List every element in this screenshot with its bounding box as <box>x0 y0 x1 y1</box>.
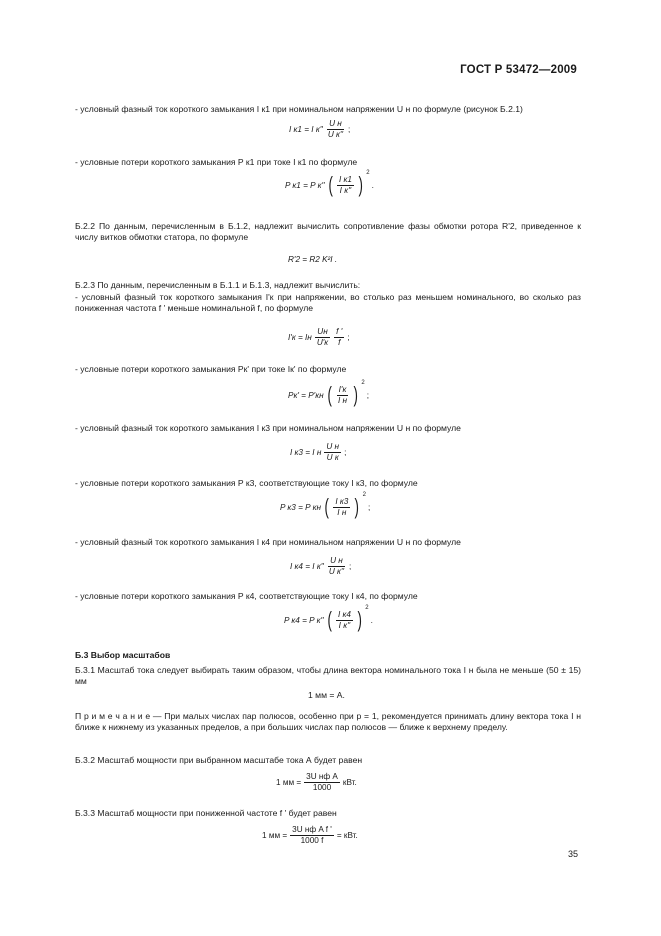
fraction-numerator: U н <box>329 119 342 128</box>
formula-tail: кВт. <box>342 778 357 787</box>
doc-header-code: ГОСТ Р 53472—2009 <box>460 64 577 76</box>
formula-power-scale <box>276 772 357 793</box>
formula-tail: ; <box>366 390 369 400</box>
formula-pk-prime <box>288 380 369 407</box>
fraction-denominator: 1000 <box>312 783 332 792</box>
right-paren: ) <box>353 382 358 407</box>
fraction-denominator: I к'' <box>338 620 351 630</box>
fraction-denominator: 1000 f <box>300 836 324 845</box>
left-paren: ( <box>327 607 332 632</box>
formula-pk3 <box>280 492 371 519</box>
formula-lhs: P к4 = P к'' <box>284 615 324 625</box>
left-paren: ( <box>327 382 332 407</box>
formula-fraction <box>290 825 334 846</box>
fraction-numerator: I к4 <box>337 609 351 619</box>
exponent: 2 <box>366 170 370 176</box>
fraction-numerator: 3U нф A <box>306 772 338 781</box>
para-b223-item: - условный фазный ток короткого замыкания I'к при напряжении, во столько раз меньшем номинального, во сколько раз пониженная частота f ' меньше номинальной f, по формуле <box>75 292 581 314</box>
formula-lhs: I к3 = I н <box>290 448 322 457</box>
fraction-denominator: I н <box>337 395 348 405</box>
fraction-denominator: U к'' <box>328 567 345 576</box>
fraction-numerator: U н <box>326 442 340 451</box>
formula-fraction <box>327 556 346 577</box>
formula-lhs: I'к = Iн <box>288 333 312 342</box>
left-paren: ( <box>328 172 333 197</box>
fraction-denominator: I к'' <box>339 185 352 195</box>
formula-fraction <box>324 442 341 463</box>
fraction-numerator: I'к <box>338 384 347 394</box>
formula-fraction <box>304 772 340 793</box>
right-paren: ) <box>358 172 363 197</box>
para-b223: Б.2.3 По данным, перечисленным в Б.1.1 и Б.1.3, надлежит вычислить: <box>75 280 361 290</box>
formula-ik4 <box>290 556 351 577</box>
formula-fraction-2 <box>334 327 344 348</box>
right-paren: ) <box>357 607 362 632</box>
formula-fraction <box>336 610 353 631</box>
item-ik1-text: - условный фазный ток короткого замыкания I к1 при номинальном напряжении U н по формуле (рисунок Б.2.1) <box>75 104 523 114</box>
fraction-denominator: U к'' <box>327 130 344 139</box>
left-paren: ( <box>324 494 329 519</box>
formula-tail: . <box>371 180 374 190</box>
formula-ik3 <box>290 442 346 463</box>
formula-tail: . <box>370 615 373 625</box>
fraction-numerator: 3U нф A f ' <box>292 825 332 834</box>
section-title-b3: Б.3 Выбор масштабов <box>75 650 171 660</box>
formula-lhs: Pк' = P'кн <box>288 390 324 400</box>
item-pk-prime-text: - условные потери короткого замыкания Pк' при токе Iк' по формуле <box>75 364 347 374</box>
para-b332: Б.3.2 Масштаб мощности при выбранном масштабе тока А будет равен <box>75 755 363 765</box>
item-pk1-text: - условные потери короткого замыкания P к1 при токе I к1 по формуле <box>75 157 358 167</box>
formula-fraction <box>336 385 349 406</box>
formula-tail: ; <box>344 448 347 457</box>
fraction-denominator: U'к <box>316 338 329 347</box>
para-b333: Б.3.3 Масштаб мощности при пониженной частоте f ' будет равен <box>75 808 337 818</box>
item-ik4-text: - условный фазный ток короткого замыкания I к4 при номинальном напряжении U н по формуле <box>75 537 461 547</box>
fraction-numerator: U н <box>330 556 343 565</box>
formula-tail: ; <box>348 125 351 134</box>
formula-power-scale-reduced <box>262 825 358 846</box>
fraction-numerator: I к1 <box>338 174 352 184</box>
fraction-denominator: I н <box>337 507 347 517</box>
formula-lhs: P к1 = P к'' <box>285 180 325 190</box>
formula-ik-prime <box>288 327 350 348</box>
right-paren: ) <box>354 494 360 519</box>
formula-ik1 <box>289 119 350 140</box>
item-ik3-text: - условный фазный ток короткого замыкания I к3 при номинальном напряжении U н по формуле <box>75 423 461 433</box>
para-b222: Б.2.2 По данным, перечисленным в Б.1.2, надлежит вычислить сопротивление фазы обмотки ротора R'2, приведенное к числу витков обмотки статора, по формуле <box>75 221 581 243</box>
formula-r2: R'2 = R2 K²I . <box>288 255 338 264</box>
para-b331: Б.3.1 Масштаб тока следует выбирать таким образом, чтобы длина вектора номинального тока I н была не меньше (50 ± 15) мм <box>75 665 581 687</box>
item-pk4-text: - условные потери короткого замыкания P к4, соответствующие току I к4, по формуле <box>75 591 418 601</box>
exponent: 2 <box>365 605 369 611</box>
item-pk3-text: - условные потери короткого замыкания P к3, соответствующие току I к3, по формуле <box>75 478 418 488</box>
formula-lhs: I к1 = I к'' <box>289 125 323 134</box>
formula-tail: ; <box>349 562 352 571</box>
fraction-denominator: f <box>338 338 341 347</box>
formula-fraction <box>333 497 350 518</box>
page-number: 35 <box>567 849 578 859</box>
formula-fraction <box>326 119 345 140</box>
note-paragraph: П р и м е ч а н и е — При малых числах пар полюсов, особенно при p = 1, рекомендуется принимать длину вектора тока I н ближе к нижнему из указанных пределов, а при больших числах пар полюсов — ближе к верхнему пределу. <box>75 711 581 733</box>
formula-lhs: P к3 = P кн <box>280 502 321 512</box>
formula-tail: ; <box>347 333 350 342</box>
exponent: 2 <box>362 492 366 498</box>
formula-1mm-a: 1 мм = А. <box>308 690 345 700</box>
fraction-numerator: f ' <box>336 327 343 336</box>
formula-lhs: I к4 = I к'' <box>290 562 324 571</box>
formula-pk4 <box>284 605 373 632</box>
formula-pk1 <box>285 170 374 197</box>
fraction-denominator: U к <box>326 453 339 462</box>
fraction-numerator: Uн <box>317 327 328 336</box>
formula-tail: = кВт. <box>336 831 358 840</box>
formula-fraction <box>337 175 354 196</box>
formula-fraction-1 <box>315 327 330 348</box>
fraction-numerator: I к3 <box>335 496 349 506</box>
formula-tail: ; <box>367 502 371 512</box>
formula-lhs: 1 мм = <box>262 831 288 840</box>
formula-lhs: 1 мм = <box>276 778 302 787</box>
exponent: 2 <box>361 380 365 386</box>
